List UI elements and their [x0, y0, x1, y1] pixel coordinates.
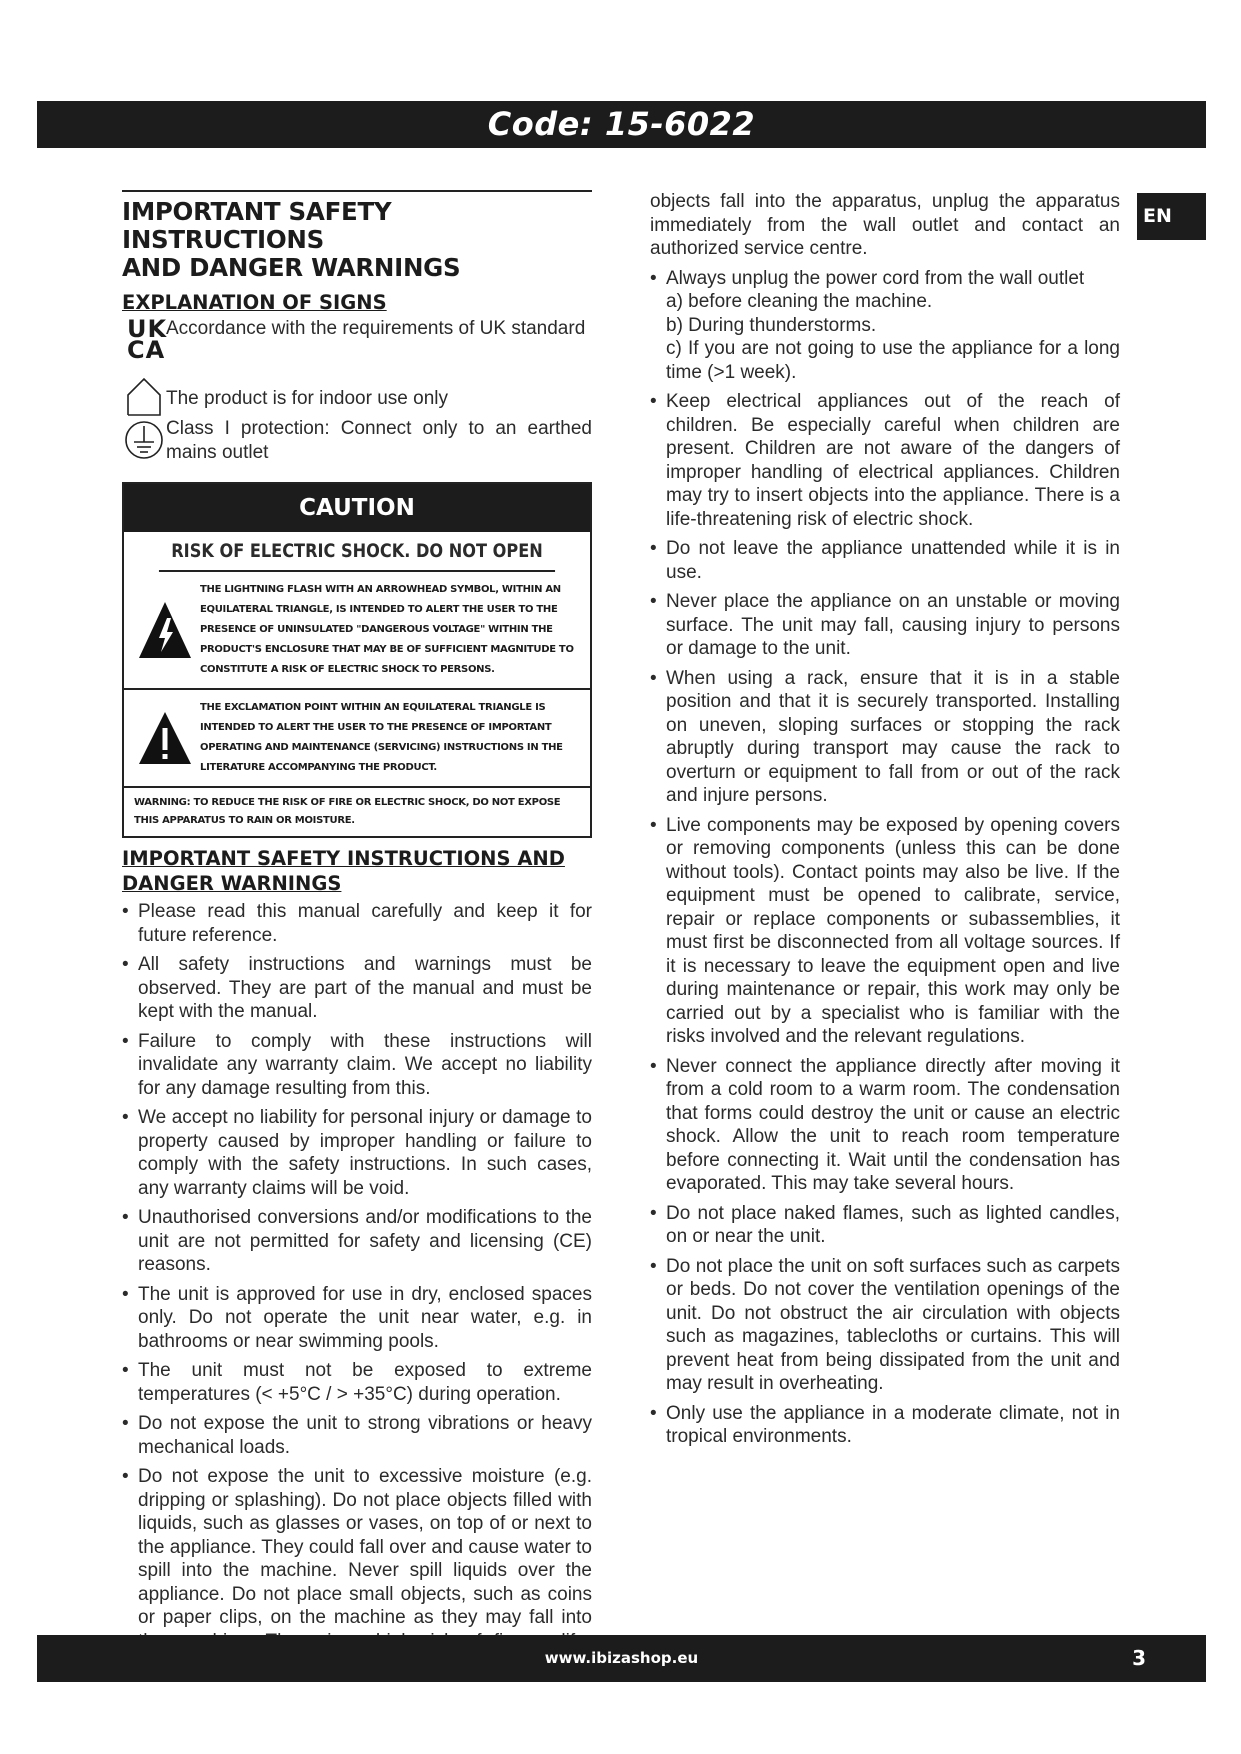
sign-indoor-text: The product is for indoor use only — [166, 388, 448, 409]
list-item: • Keep electrical appliances out of the reach of children. Be especially careful when children are present. Children are not aware of the dangers of improper handling of electrical appliances. Children may try to insert objects into the appliance. There is a life-threatening risk of electric shock. — [650, 390, 1120, 531]
top-rule — [122, 190, 592, 192]
lightning-warning — [124, 572, 590, 690]
sign-class1 — [122, 417, 592, 464]
caution-heading: CAUTION — [124, 484, 590, 532]
left-column — [122, 190, 592, 1683]
exclamation-warning — [124, 690, 590, 788]
right-column — [650, 190, 1120, 1455]
list-item: • Do not expose the unit to excessive moisture (e.g. dripping or splashing). Do not place objects filled with liquids, such as glasses or vases, on top of or next to the appliance. They could fall over and cause water to spill into the machine. Never spill liquids over the appliance. Do not place small objects, such as coins or paper clips, on the machine as they may fall into — [122, 1465, 592, 1677]
unplug-list-item: • Always unplug the power cord from the wall outlet a) before cleaning the machine. b) During thunderstorms. c) If you are not going to use the appliance for a long time (>1 week). — [650, 267, 1120, 385]
list-item: • Never place the appliance on an unstable or moving surface. The unit may fall, causing injury to persons or damage to the unit. — [650, 590, 1120, 661]
list-item: • Please read this manual carefully and keep it for future reference. — [122, 900, 592, 947]
list-item: • Never connect the appliance directly after moving it from a cold room to a warm room. The condensation that forms could destroy the unit or cause an electric shock. Allow the unit to reach room temperature before connecting it. Wait until the condensation has evaporated. This may take several hours. — [650, 1055, 1120, 1196]
list-item: • Live components may be exposed by opening covers or removing components (unless this can be done without tools). Contact points may also be live. If the equipment must be opened to calibrate, service, repair or replace components or subassemblies, it must first be disconnected from all voltage sources. If it is necessary to leave the equipment open and live during maintenance or repair, this work may only be carried out by a specialist who is familiar with the risks involved and the relevant regulations. — [650, 814, 1120, 1049]
caution-subheading: RISK OF ELECTRIC SHOCK. DO NOT OPEN — [159, 532, 555, 572]
lightning-triangle-icon — [130, 600, 200, 660]
moisture-warning: WARNING: TO REDUCE THE RISK OF FIRE OR ELECTRIC SHOCK, DO NOT EXPOSE THIS APPARATUS TO RAIN OR MOISTURE. — [134, 797, 561, 826]
continued-text: objects fall into the apparatus, unplug the apparatus immediately from the wall outlet and contact an authorized service centre. — [650, 191, 1120, 259]
list-item: • We accept no liability for personal injury or damage to property caused by improper handling or failure to comply with the safety instructions. In such cases, any warranty claims will be void. — [122, 1106, 592, 1200]
sign-ukca-text: Accordance with the requirements of UK standard — [166, 318, 586, 339]
list-item: • Do not leave the appliance unattended while it is in use. — [650, 537, 1120, 584]
list-item: • All safety instructions and warnings must be observed. They are part of the manual and must be kept with the manual. — [122, 953, 592, 1024]
caution-box — [122, 482, 592, 838]
list-item: • The unit is approved for use in dry, enclosed spaces only. Do not operate the unit near water, e.g. in bathrooms or near swimming pools. — [122, 1283, 592, 1354]
sign-class1-text: Class I protection: Connect only to an earthed mains outlet — [166, 418, 592, 463]
list-item: • Only use the appliance in a moderate climate, not in tropical environments. — [650, 1402, 1120, 1449]
signs-heading: EXPLANATION OF SIGNS — [122, 291, 387, 314]
footer-url: www.ibizashop.eu — [544, 1649, 699, 1667]
sign-ukca — [122, 317, 592, 363]
language-tab: EN — [1137, 193, 1206, 240]
page-title: IMPORTANT SAFETY INSTRUCTIONS AND DANGER WARNINGS — [122, 197, 461, 282]
list-item: • Do not expose the unit to strong vibrations or heavy mechanical loads. — [122, 1412, 592, 1459]
house-icon — [122, 375, 166, 417]
footer-bar — [37, 1635, 1206, 1682]
page-number: 3 — [1132, 1646, 1146, 1670]
ukca-mark-icon: UK CA — [127, 315, 168, 364]
instructions-heading: IMPORTANT SAFETY INSTRUCTIONS AND DANGER WARNINGS — [122, 847, 565, 895]
list-item: • Do not place the unit on soft surfaces such as carpets or beds. Do not cover the ventilation openings of the unit. Do not obstruct the air circulation with objects such as magazines, tablecloths or curtains. This will prevent heat from being dissipated from the unit and may result in overheating. — [650, 1255, 1120, 1396]
right-instruction-list — [650, 267, 1120, 1449]
lightning-warning-text: THE LIGHTNING FLASH WITH AN ARROWHEAD SYMBOL, WITHIN AN EQUILATERAL TRIANGLE, IS INTENDED TO ALERT THE USER TO THE PRESENCE OF UNINSULATED "DANGEROUS VOLTAGE" WITHIN THE PRODUCT'S ENCLOSURE THAT MAY BE OF SUFFICIENT MAGNITUDE TO CONSTITUTE A RISK OF ELECTRIC SHOCK TO PERSONS. — [200, 584, 574, 675]
list-item: • Failure to comply with these instructions will invalidate any warranty claim. We accept no liability for any damage resulting from this. — [122, 1030, 592, 1101]
list-item: • Unauthorised conversions and/or modifications to the unit are not permitted for safety and licensing (CE) reasons. — [122, 1206, 592, 1277]
header-bar — [37, 101, 1206, 148]
sign-indoor — [122, 375, 592, 417]
product-code: Code: 15-6022 — [487, 105, 756, 143]
exclamation-warning-text: THE EXCLAMATION POINT WITHIN AN EQUILATERAL TRIANGLE IS INTENDED TO ALERT THE USER TO THE PRESENCE OF IMPORTANT OPERATING AND MAINTENANCE (SERVICING) INSTRUCTIONS IN THE LITERATURE ACCOMPANYING THE PRODUCT. — [200, 702, 563, 773]
list-item: • Do not place naked flames, such as lighted candles, on or near the unit. — [650, 1202, 1120, 1249]
list-item: • The unit must not be exposed to extreme temperatures (< +5°C / > +35°C) during operation. — [122, 1359, 592, 1406]
earth-ground-icon — [122, 417, 166, 463]
left-instruction-list — [122, 900, 592, 1677]
exclamation-triangle-icon — [130, 710, 200, 766]
list-item: • When using a rack, ensure that it is in a stable position and that it is securely transported. Installing on uneven, sloping surfaces or stopping the rack abruptly during transport may cause the rack to overturn or equipment to fall from or out of the rack and injure persons. — [650, 667, 1120, 808]
